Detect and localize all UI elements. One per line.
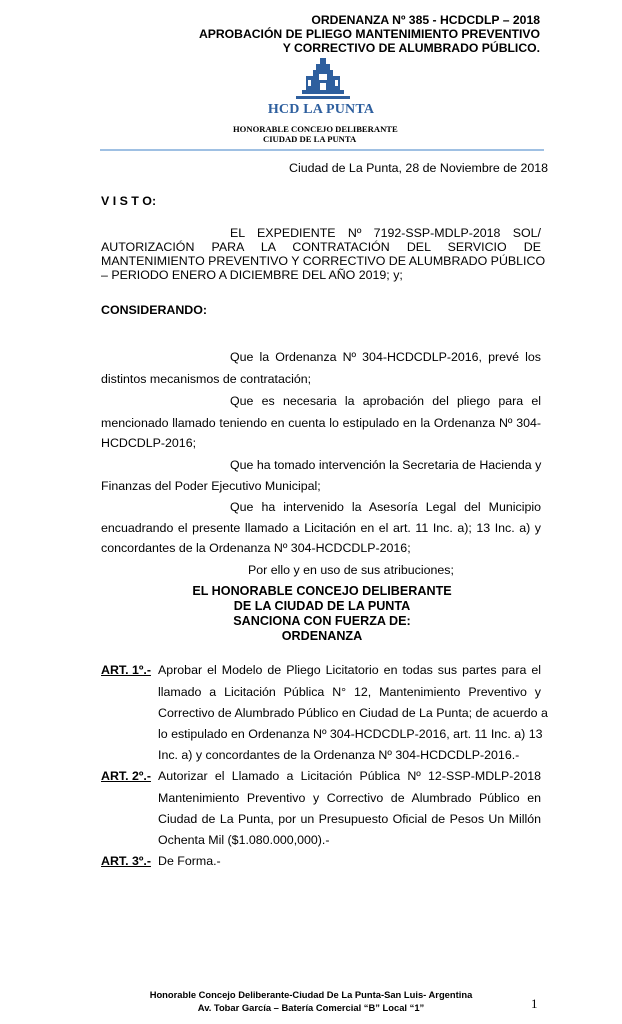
logo-text: HCD LA PUNTA — [267, 102, 375, 117]
article-1-line: llamado a Licitación Pública N° 12, Mantenimiento Preventivo y — [158, 685, 541, 699]
org-name: HONORABLE CONCEJO DELIBERANTE — [233, 124, 398, 134]
org-city: CIUDAD DE LA PUNTA — [263, 134, 357, 144]
considerando-heading: CONSIDERANDO: — [101, 303, 208, 317]
visto-line: – PERIODO ENERO A DICIEMBRE DEL AÑO 2019; y; — [101, 268, 403, 282]
ordinance-title-line2: Y CORRECTIVO DE ALUMBRADO PÚBLICO. — [282, 41, 540, 55]
article-1-line: Aprobar el Modelo de Pliego Licitatorio en todas sus partes para el — [158, 663, 541, 677]
building-logo-icon — [258, 56, 388, 106]
considerando-line: encuadrando el presente llamado a Licitación en el art. 11 Inc. a); 13 Inc. a) y — [101, 521, 541, 535]
considerando-line: Que ha intervenido la Asesoría Legal del Municipio — [230, 500, 541, 514]
ordinance-title-line1: APROBACIÓN DE PLIEGO MANTENIMIENTO PREVENTIVO — [198, 27, 540, 41]
article-3-line: De Forma.- — [158, 854, 221, 868]
article-2-line: Autorizar el Llamado a Licitación Pública Nº 12-SSP-MDLP-2018 — [158, 769, 541, 783]
considerando-line: Finanzas del Poder Ejecutivo Municipal; — [101, 479, 321, 493]
considerando-line: HCDCDLP-2016; — [101, 436, 197, 450]
sanciona-line: DE LA CIUDAD DE LA PUNTA — [233, 599, 411, 613]
article-1-line: lo estipulado en Ordenanza Nº 304-HCDCDLP-2016, art. 11 Inc. a) 13 — [158, 727, 543, 741]
considerando-line: distintos mecanismos de contratación; — [101, 372, 312, 386]
sanciona-line: EL HONORABLE CONCEJO DELIBERANTE — [192, 584, 452, 598]
article-1-line: Inc. a) y concordantes de la Ordenanza Nº 304-HCDCDLP-2016.- — [158, 748, 520, 762]
article-1-line: Correctivo de Alumbrado Público en Ciudad de La Punta; de acuerdo a — [158, 706, 548, 720]
visto-line: MANTENIMIENTO PREVENTIVO Y CORRECTIVO DE ALUMBRADO PÚBLICO — [101, 254, 546, 268]
article-2-line: Ochenta Mil ($1.080.000,000).- — [158, 833, 330, 847]
considerando-closing: Por ello y en uso de sus atribuciones; — [248, 563, 454, 577]
date-line: Ciudad de La Punta, 28 de Noviembre de 2018 — [289, 161, 549, 175]
footer-address-line2: Av. Tobar García – Batería Comercial “B” Local “1” — [197, 1002, 425, 1013]
visto-heading: V I S T O: — [101, 194, 157, 208]
considerando-line: Que es necesaria la aprobación del pliego para el — [230, 394, 541, 408]
article-1-label: ART. 1º.- — [101, 663, 151, 677]
footer-address-line1: Honorable Concejo Deliberante-Ciudad De La Punta-San Luis- Argentina — [149, 989, 473, 1000]
ordinance-number: ORDENANZA Nº 385 - HCDCDLP – 2018 — [311, 13, 540, 27]
article-2-line: Mantenimiento Preventivo y Correctivo de Alumbrado Público en — [158, 791, 541, 805]
considerando-line: Que ha tomado intervención la Secretaria de Hacienda y — [230, 458, 542, 472]
article-3-label: ART. 3º.- — [101, 854, 151, 868]
considerando-line: mencionado llamado teniendo en cuenta lo estipulado en la Ordenanza Nº 304- — [101, 416, 541, 430]
sanciona-line: SANCIONA CON FUERZA DE: — [233, 614, 411, 628]
article-2-line: Ciudad de La Punta, por un Presupuesto Oficial de Pesos Un Millón — [158, 812, 541, 826]
considerando-line: Que la Ordenanza Nº 304-HCDCDLP-2016, prevé los — [230, 350, 541, 364]
article-2-label: ART. 2º.- — [101, 769, 151, 783]
sanciona-line: ORDENANZA — [281, 629, 363, 643]
page-number: 1 — [531, 996, 538, 1011]
considerando-line: concordantes de la Ordenanza Nº 304-HCDCDLP-2016; — [101, 541, 411, 555]
visto-line: EL EXPEDIENTE Nº 7192-SSP-MDLP-2018 SOL/ — [230, 226, 541, 240]
visto-line: AUTORIZACIÓN PARA LA CONTRATACIÓN DEL SERVICIO DE — [101, 240, 541, 254]
header-divider — [100, 149, 544, 151]
